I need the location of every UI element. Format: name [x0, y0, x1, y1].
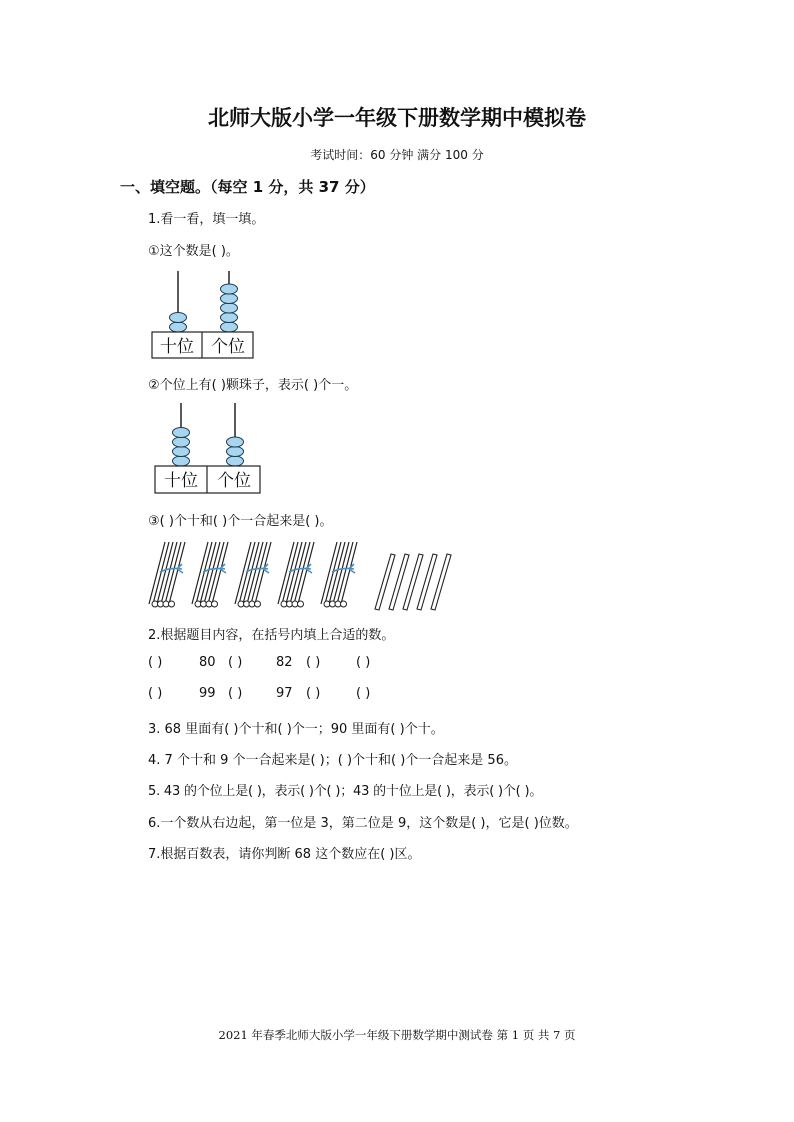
- ones-label: 个位: [211, 337, 245, 357]
- blank: ( ): [228, 655, 243, 670]
- abacus-bead: [170, 313, 187, 323]
- abacus-bead: [221, 313, 238, 323]
- section-heading: 一、填空题。（每空 1 分，共 37 分）: [120, 178, 375, 196]
- abacus-bead: [173, 428, 190, 438]
- question-1-2: ②个位上有( )颗珠子，表示( )个一。: [148, 378, 358, 393]
- tens-label: 十位: [160, 337, 194, 357]
- abacus-bead: [173, 456, 190, 466]
- stick-bundles: [149, 542, 357, 607]
- tens-beads: [173, 428, 190, 467]
- counting-sticks: [145, 538, 465, 614]
- tens-label: 十位: [164, 471, 198, 491]
- sequence-number: 97: [276, 686, 293, 701]
- abacus-bead: [227, 447, 244, 457]
- page-title: 北师大版小学一年级下册数学期中模拟卷: [208, 106, 586, 130]
- blank: ( ): [356, 655, 371, 670]
- abacus-bead: [170, 322, 187, 332]
- question-4: 4. 7 个十和 9 个一合起来是( )；( )个十和( )个一合起来是 56。: [148, 753, 517, 768]
- single-sticks: [375, 554, 451, 610]
- abacus-2: [153, 400, 265, 497]
- sequence-number: 80: [199, 655, 216, 670]
- blank: ( ): [148, 686, 163, 701]
- blank: ( ): [356, 686, 371, 701]
- blank: ( ): [228, 686, 243, 701]
- abacus-bead: [173, 437, 190, 447]
- abacus-bead: [221, 294, 238, 304]
- question-7: 7.根据百数表，请你判断 68 这个数应在( )区。: [148, 847, 421, 862]
- stick-bundle: [278, 542, 314, 607]
- abacus-1: [150, 268, 260, 363]
- question-1-1: ①这个数是( )。: [148, 244, 239, 259]
- question-5: 5. 43 的个位上是( )，表示( )个( )；43 的十位上是( )，表示( )个( )。: [148, 784, 543, 799]
- question-2-intro: 2.根据题目内容，在括号内填上合适的数。: [148, 628, 395, 643]
- stick-bundle: [235, 542, 271, 607]
- ones-beads: [221, 284, 238, 332]
- question-1-intro: 1.看一看，填一填。: [148, 212, 265, 227]
- abacus-bead: [173, 447, 190, 457]
- page-footer: 2021 年春季北师大版小学一年级下册数学期中测试卷 第 1 页 共 7 页: [218, 1028, 576, 1042]
- sequence-number: 99: [199, 686, 216, 701]
- stick-bundle: [321, 542, 357, 607]
- abacus-bead: [221, 284, 238, 294]
- abacus-bead: [221, 322, 238, 332]
- stick-bundle: [149, 542, 185, 607]
- tens-beads: [170, 313, 187, 333]
- stick-bundle: [192, 542, 228, 607]
- question-1-3: ③( )个十和( )个一合起来是( )。: [148, 514, 333, 529]
- blank: ( ): [306, 686, 321, 701]
- sequence-number: 82: [276, 655, 293, 670]
- ones-beads: [227, 437, 244, 466]
- question-6: 6.一个数从右边起，第一位是 3，第二位是 9，这个数是( )，它是( )位数。: [148, 816, 578, 831]
- blank: ( ): [148, 655, 163, 670]
- abacus-bead: [227, 456, 244, 466]
- question-3: 3. 68 里面有( )个十和( )个一；90 里面有( )个十。: [148, 722, 444, 737]
- exam-info: 考试时间：60 分钟 满分 100 分: [310, 148, 484, 162]
- blank: ( ): [306, 655, 321, 670]
- ones-label: 个位: [217, 471, 251, 491]
- abacus-bead: [227, 437, 244, 447]
- abacus-bead: [221, 303, 238, 313]
